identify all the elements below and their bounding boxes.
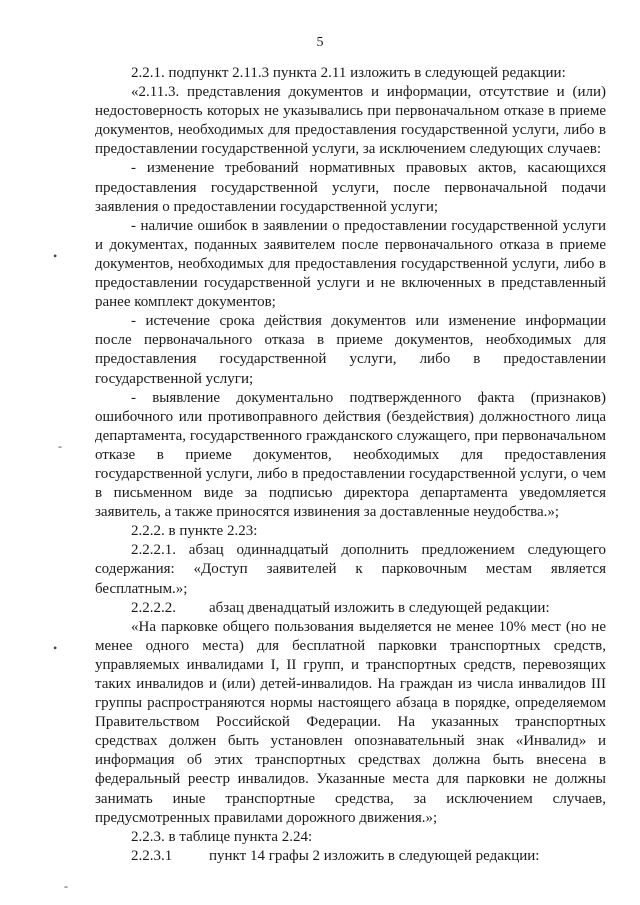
paragraph: - выявление документально подтвержденного факта (признаков) ошибочного или противоправного действия (бездействия) должностного лица департамента, государственного гражданского служащего, при первоначальном отказе в приеме документов, необходимых для предоставления государственной услуги, либо в предоставлении государственной услуги, о чем в письменном виде за подписью директора департамента уведомляется заявитель, а также приносятся извинения за доставленные неудобства.»; [95,389,606,521]
paragraph: «2.11.3. представления документов и информации, отсутствие и (или) недостоверность которых не указывались при первоначальном отказе в приеме документов, необходимых для предоставления государственной услуги, либо в предоставлении государственной услуги, за исключением следующих случаев: [95,84,606,158]
item-number: 2.2.2.2. [131,599,176,616]
paragraph: 2.2.2.1. абзац одиннадцатый дополнить предложением следующего содержания: «Доступ заявителей к парковочным местам является бесплатным.»; [95,542,606,597]
paragraph: 2.2.1. подпункт 2.11.3 пункта 2.11 изложить в следующей редакции: [131,65,566,81]
paragraph: «На парковке общего пользования выделяется не менее 10% мест (но не менее одного места) для бесплатной парковки транспортных средств, управляемых инвалидами I, II групп, и транспортных средств, перевозящих таких инвалидов и (или) детей-инвалидов. На граждан из числа инвалидов III группы распространяются нормы настоящего абзаца в порядке, определяемом Правительством Российской Федерации. На указанных транспортных средствах должен быть установлен опознавательный знак «Инвалид» и информация об этих транспортных средствах должна быть внесена в федеральный реестр инвалидов. Указанные места для парковки не должны занимать иные транспортные средства, за исключением случаев, предусмотренных правилами дорожного движения.»; [95,618,606,826]
document-body [95,64,606,866]
paragraph: 2.2.3. в таблице пункта 2.24: [131,828,313,845]
scan-mark: - [58,439,62,453]
scan-mark: • [53,249,58,263]
paragraph: - истечение срока действия документов или изменение информации после первоначального отказа в приеме документов, необходимых для предоставления государственной услуги, либо в предоставлении государственной услуги; [95,313,606,387]
item-number: 2.2.3.1 [131,847,173,864]
item-text: абзац двенадцатый изложить в следующей редакции: [209,599,550,616]
scan-mark: • [53,641,58,655]
scan-mark: - [64,879,68,893]
item-text: пункт 14 графы 2 изложить в следующей редакции: [209,847,540,864]
paragraph: 2.2.2. в пункте 2.23: [131,523,258,540]
paragraph: - наличие ошибок в заявлении о предоставлении государственной услуги и документах, поданных заявителем после первоначального отказа в приеме документов, необходимых для предоставления государственной услуги, либо в предоставлении государственной услуги и не включенных в представленный ранее комплект документов; [95,217,606,311]
paragraph-item [95,847,606,866]
paragraph-item [95,599,606,618]
page-number: 5 [316,35,324,50]
paragraph: - изменение требований нормативных правовых актов, касающихся предоставления государственной услуги, после первоначальной подачи заявления о предоставлении государственной услуги; [95,160,606,215]
